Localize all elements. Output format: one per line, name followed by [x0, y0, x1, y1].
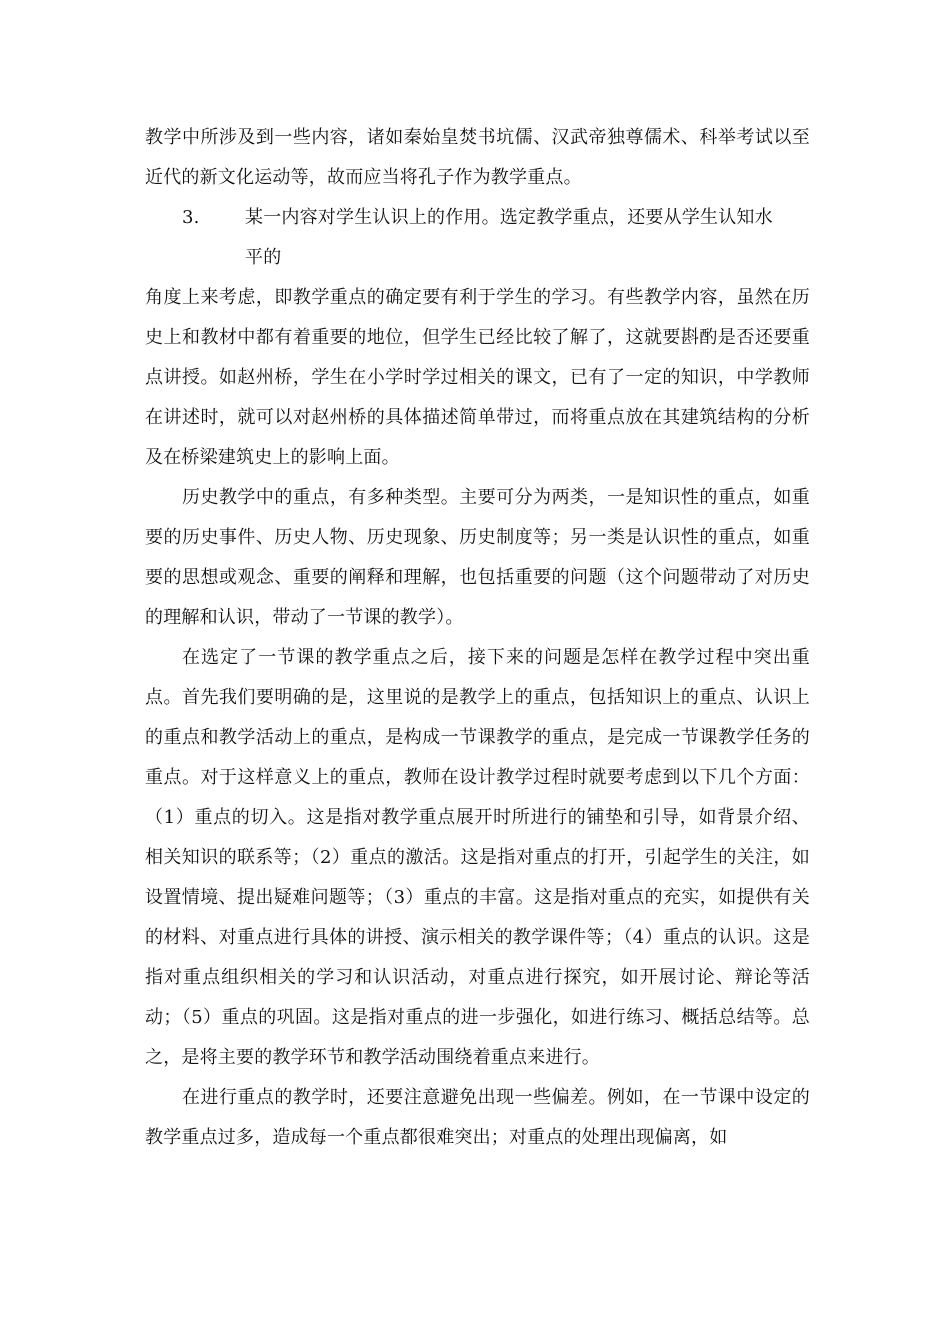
paragraph-continuation: 教学中所涉及到一些内容，诸如秦始皇焚书坑儒、汉武帝独尊儒术、科举考试以至近代的新文化运动等，故而应当将孔子作为教学重点。 — [145, 127, 810, 188]
paragraph-highlight: 在选定了一节课的教学重点之后，接下来的问题是怎样在教学过程中突出重点。首先我们要明确的是，这里说的是教学上的重点，包括知识上的重点、认识上的重点和教学活动上的重点，是构成一节课教学的重点，是完成一节课教学任务的重点。对于这样意义上的重点，教师在设计教学过程时就要考虑到以下几个方面：（1）重点的切入。这是指对教学重点展开时所进行的铺垫和引导，如背景介绍、相关知识的联系等；（2）重点的激活。这是指对重点的打开，引起学生的关注，如设置情境、提出疑难问题等；（3）重点的丰富。这是指对重点的充实，如提供有关的材料、对重点进行具体的讲授、演示相关的教学课件等；（4）重点的认识。这是指对重点组织相关的学习和认识活动，对重点进行探究，如开展讨论、辩论等活动；（5）重点的巩固。这是指对重点的进一步强化，如进行练习、概括总结等。总之，是将主要的教学环节和教学活动围绕着重点来进行。 — [145, 647, 810, 1068]
list-item-second-line: 平的 — [245, 247, 282, 268]
paragraph-types: 历史教学中的重点，有多种类型。主要可分为两类，一是知识性的重点，如重要的历史事件、历史人物、历史现象、历史制度等；另一类是认识性的重点，如重要的思想或观念、重要的阐释和理解，也包括重要的问题（这个问题带动了对历史的理解和认识，带动了一节课的教学）。 — [145, 487, 810, 628]
document-body — [145, 118, 810, 1158]
list-item-3 — [145, 198, 810, 238]
list-item-first-line: 某一内容对学生认识上的作用。选定教学重点，还要从学生认知水 — [245, 207, 773, 228]
list-item-number: 3. — [182, 207, 200, 228]
paragraph-deviation: 在进行重点的教学时，还要注意避免出现一些偏差。例如，在一节课中设定的教学重点过多，造成每一个重点都很难突出；对重点的处理出现偏离，如 — [145, 1087, 810, 1148]
list-item-rest: 角度上来考虑，即教学重点的确定要有利于学生的学习。有些教学内容，虽然在历史上和教材中都有着重要的地位，但学生已经比较了解了，这就要斟酌是否还要重点讲授。如赵州桥，学生在小学时学过相关的课文，已有了一定的知识，中学教师在讲述时，就可以对赵州桥的具体描述简单带过，而将重点放在其建筑结构的分析及在桥梁建筑史上的影响上面。 — [145, 287, 810, 468]
